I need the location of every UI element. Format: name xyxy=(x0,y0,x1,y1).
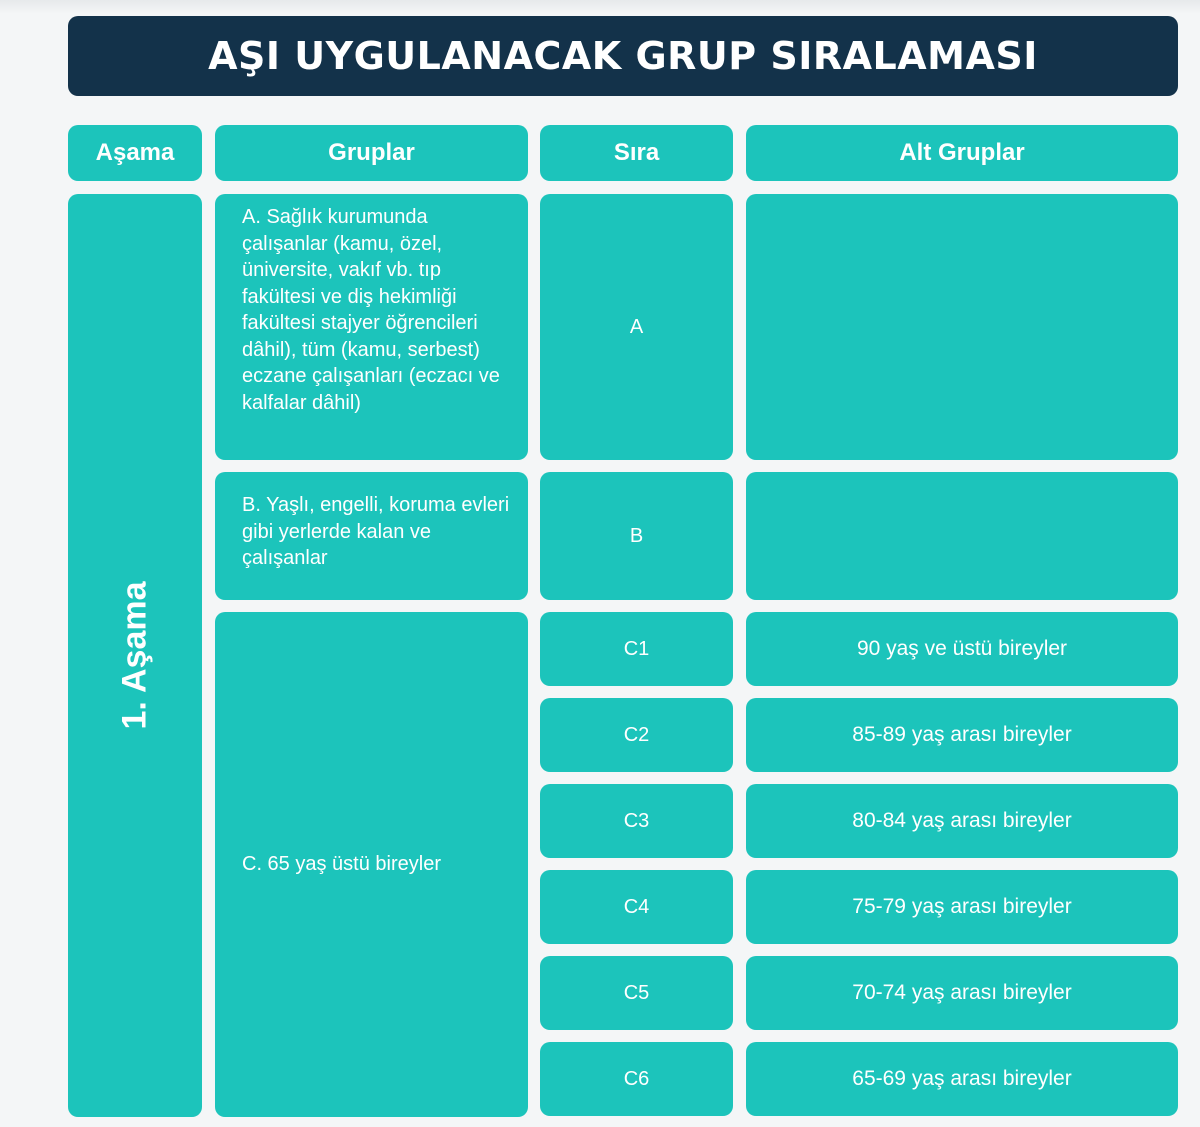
order-a: A xyxy=(540,194,733,460)
subgroup-c4: 75-79 yaş arası bireyler xyxy=(746,870,1178,944)
page-title: AŞI UYGULANACAK GRUP SIRALAMASI xyxy=(208,34,1038,78)
group-a-cell: A. Sağlık kurumunda çalışanlar (kamu, özel, üniversite, vakıf vb. tıp fakültesi ve diş hekimliği fakültesi stajyer öğrencileri dâhil), tüm (kamu, serbest) eczane çalışanları (eczacı ve kalfalar dâhil) xyxy=(215,194,528,460)
subgroup-c1: 90 yaş ve üstü bireyler xyxy=(746,612,1178,686)
subgroup-c2: 85-89 yaş arası bireyler xyxy=(746,698,1178,772)
subgroup-b-empty xyxy=(746,472,1178,600)
top-fade xyxy=(0,0,1200,14)
header-sira: Sıra xyxy=(540,125,733,181)
header-gruplar: Gruplar xyxy=(215,125,528,181)
subgroup-a-empty xyxy=(746,194,1178,460)
subgroup-c6: 65-69 yaş arası bireyler xyxy=(746,1042,1178,1116)
order-c1: C1 xyxy=(540,612,733,686)
phase-label: 1. Aşama xyxy=(115,581,154,730)
header-alt-gruplar: Alt Gruplar xyxy=(746,125,1178,181)
title-banner xyxy=(68,16,1178,96)
group-c-cell: C. 65 yaş üstü bireyler xyxy=(215,612,528,1117)
group-b-cell: B. Yaşlı, engelli, koruma evleri gibi yerlerde kalan ve çalışanlar xyxy=(215,472,528,600)
order-c3: C3 xyxy=(540,784,733,858)
order-c2: C2 xyxy=(540,698,733,772)
subgroup-c5: 70-74 yaş arası bireyler xyxy=(746,956,1178,1030)
order-c5: C5 xyxy=(540,956,733,1030)
header-asama: Aşama xyxy=(68,125,202,181)
subgroup-c3: 80-84 yaş arası bireyler xyxy=(746,784,1178,858)
order-c4: C4 xyxy=(540,870,733,944)
phase-cell xyxy=(68,194,202,1117)
order-b: B xyxy=(540,472,733,600)
order-c6: C6 xyxy=(540,1042,733,1116)
